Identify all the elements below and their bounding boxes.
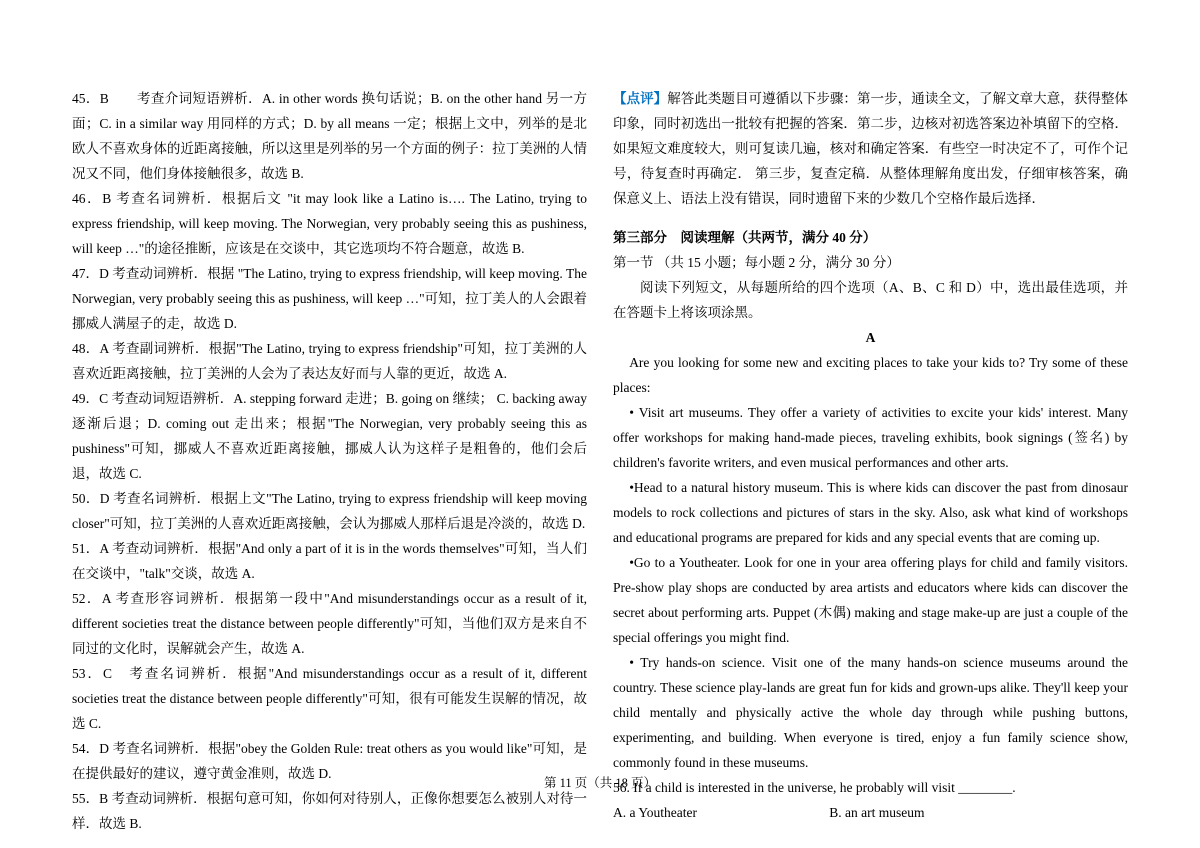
content-columns (72, 86, 1128, 836)
answer-explanation-49: 49．C 考查动词短语辨析．A. stepping forward 走进；B. going on 继续； C. backing away 逐渐后退；D. coming out 走出来；根据"The Norwegian, very probably seeing this as pushiness"可知，挪威人不喜欢近距离接触，挪威人认为这样子是粗鲁的，他们会后退，故选 C. (72, 391, 587, 481)
answer-explanation-47: 47．D 考查动词辨析．根据 "The Latino, trying to express friendship, will keep moving. The Norwegian, very probably seeing this as pushiness, will keep …"可知，拉丁美人的人会跟着挪威人满屋子的走，故选 D. (72, 266, 587, 331)
answer-explanation-53: 53．C 考查名词辨析．根据"And misunderstandings occur as a result of it, different societies treat the distance between people differently"可知，很有可能发生误解的情况，故选 C. (72, 666, 587, 731)
comment-paragraph (613, 86, 1128, 211)
answer-explanation-46: 46．B 考查名词辨析．根据后文 "it may look like a Latino is…. The Latino, trying to express friendship, will keep moving. The Norwegian, very probably seeing this as pushiness, will keep …"的途径推断，应该是在交谈中，其它选项均不符合题意，故选 B. (72, 191, 587, 256)
comment-label: 【点评】 (613, 91, 668, 106)
page-footer: 第 11 页（共 18 页） (543, 776, 657, 790)
section1-heading: 第一节 （共 15 小题；每小题 2 分，满分 30 分） (613, 255, 900, 270)
right-column (613, 86, 1128, 836)
answer-explanation-54: 54．D 考查名词辨析．根据"obey the Golden Rule: treat others as you would like"可知，是在提供最好的建议，遵守黄金准则，故选 D. (72, 741, 587, 781)
passage-paragraph-1: Are you looking for some new and exciting places to take your kids to? Try some of these places: (613, 355, 1128, 395)
answer-explanation-48: 48．A 考查副词辨析．根据"The Latino, trying to express friendship"可知，拉丁美洲的人喜欢近距离接触，拉丁美洲的人会为了表达友好而与人靠的更近，故选 A. (72, 341, 587, 381)
left-column (72, 86, 587, 836)
option-b: B. an art museum (829, 805, 925, 820)
answer-explanation-55: 55．B 考查动词辨析．根据句意可知，你如何对待别人，正像你想要怎么被别人对待一样．故选 B. (72, 791, 587, 831)
question-56-options (613, 800, 1128, 825)
answer-explanation-50: 50．D 考查名词辨析．根据上文"The Latino, trying to express friendship will keep moving closer"可知，拉丁美洲的人喜欢近距离接触，会认为挪威人那样后退是冷淡的，故选 D. (72, 491, 587, 531)
passage-paragraph-2: • Visit art museums. They offer a variety of activities to excite your kids' interest. Many offer workshops for making hand-made pieces, traveling exhibits, book signings (签名) by children's favorite writers, and even musical performances and other arts. (613, 405, 1128, 470)
answer-explanation-51: 51．A 考查动词辨析．根据"And only a part of it is in the words themselves"可知，当人们在交谈中，"talk"交谈，故选 A. (72, 541, 587, 581)
answer-explanation-52: 52．A 考查形容词辨析．根据第一段中"And misunderstandings occur as a result of it, different societies treat the distance between people differently"可知，当他们双方是来自不同过的文化时，误解就会产生，故选 A. (72, 591, 587, 656)
option-a: A. a Youtheater (613, 805, 697, 820)
passage-paragraph-3: •Head to a natural history museum. This is where kids can discover the past from dinosaur models to rock collections and pictures of stars in the sky. Also, ask what kind of workshops and educational programs are prepared for kids and any special events that are coming up. (613, 480, 1128, 545)
passage-paragraph-4: •Go to a Youtheater. Look for one in your area offering plays for child and family visitors. Pre-show play shops are conducted by area artists and educators where kids can discover the secret about performing arts. Puppet (木偶) making and stage make-up are just a couple of the special offerings you might find. (613, 555, 1128, 645)
passage-label: A (865, 330, 876, 345)
reading-instructions: 阅读下列短文，从每题所给的四个选项（A、B、C 和 D）中，选出最佳选项，并在答题卡上将该项涂黑。 (613, 280, 1128, 320)
question-56: 56. If a child is interested in the universe, he probably will visit ________. (613, 780, 1016, 795)
answer-explanation-45: 45．B 考查介词短语辨析．A. in other words 换句话说；B. on the other hand 另一方面；C. in a similar way 用同样的方式；D. by all means 一定；根据上文中，列举的是北欧人不喜欢身体的近距离接触，所以这里是列举的另一个方面的例子：拉丁美洲的人情况又不同，他们身体接触很多，故选 B. (72, 91, 587, 181)
passage-paragraph-5: • Try hands-on science. Visit one of the many hands-on science museums around the country. These science play-lands are great fun for kids and grown-ups alike. They'll keep your child mentally and physically active the whole day through while pushing buttons, experimenting, and building. When everyone is tired, enjoy a fun family science show, commonly found in these museums. (613, 655, 1128, 770)
comment-text: 解答此类题目可遵循以下步骤：第一步，通读全文，了解文章大意，获得整体印象，同时初选出一批较有把握的答案．第二步，边核对初选答案边补填留下的空格．如果短文难度较大，则可复读几遍，核对和确定答案．有些空一时决定不了，可作个记号，待复查时再确定． 第三步，复查定稿．从整体理解角度出发，仔细审核答案，确保意义上、语法上没有错误，同时遗留下来的少数几个空格作最后选择． (613, 91, 1129, 206)
part3-heading: 第三部分 阅读理解（共两节，满分 40 分） (613, 230, 877, 245)
